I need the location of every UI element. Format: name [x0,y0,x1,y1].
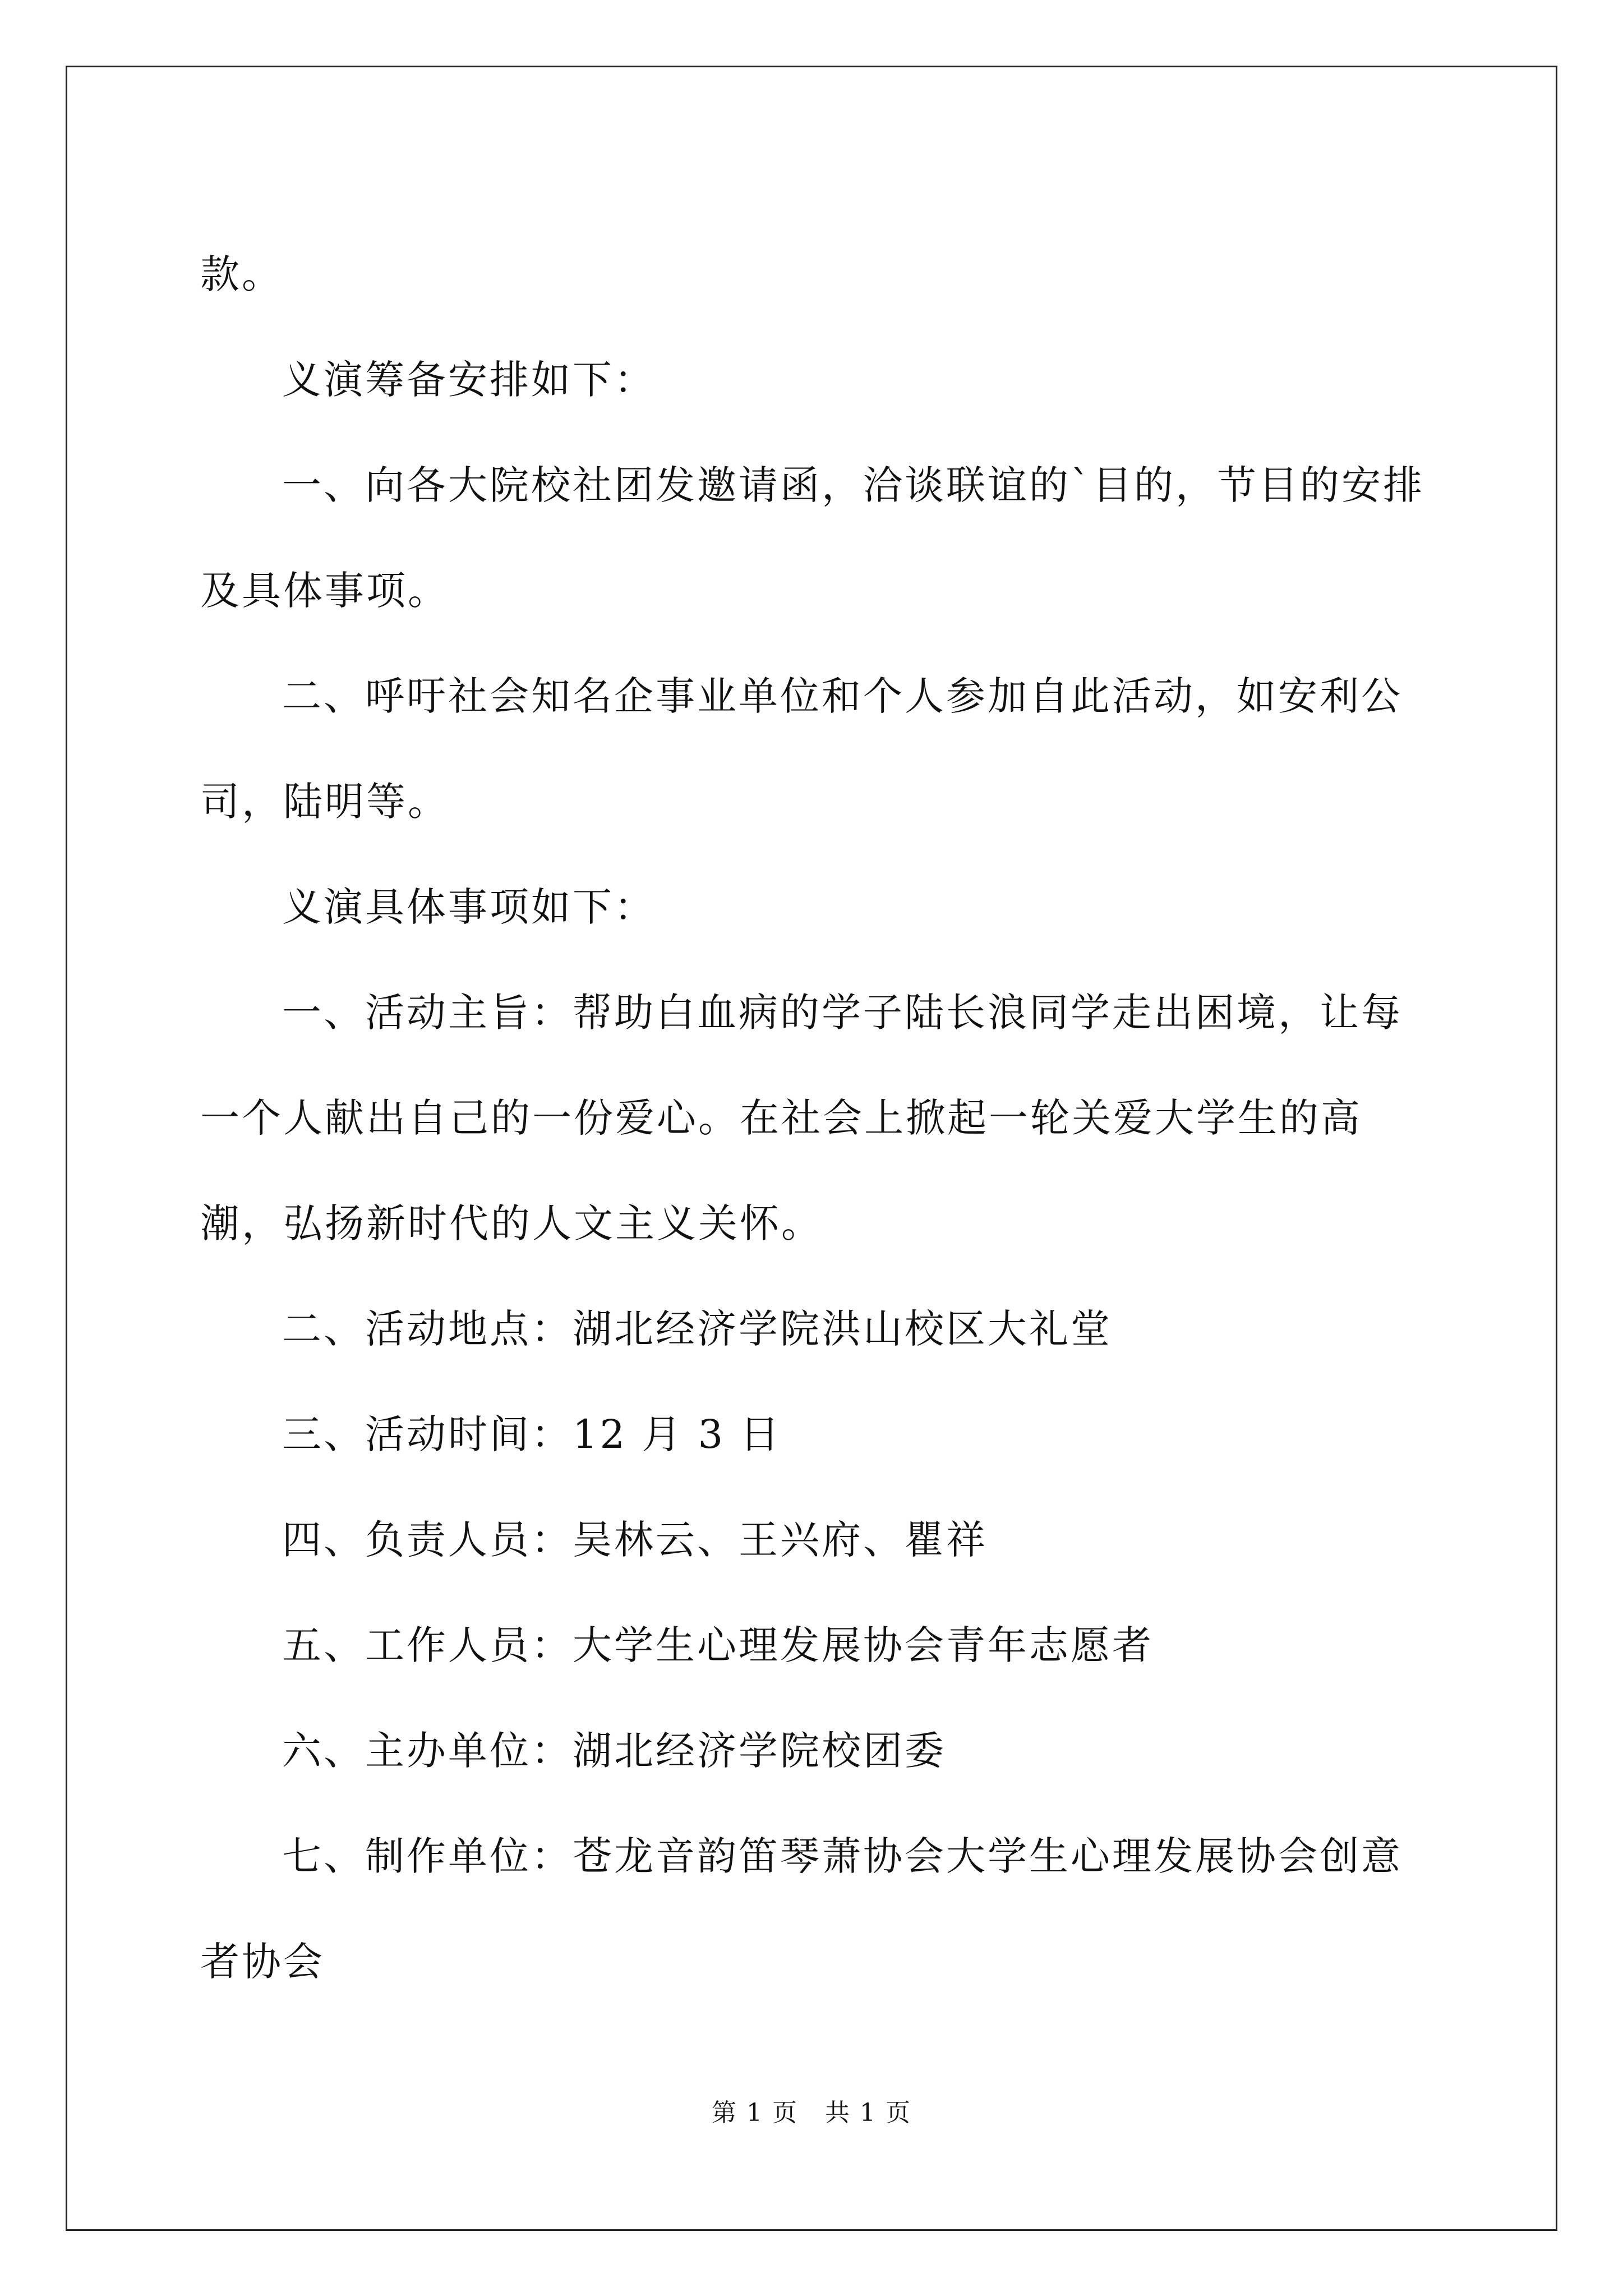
paragraph-0: 款。 [200,251,283,297]
paragraph-3: 二、呼吁社会知名企事业单位和个人参加自此活动，如安利公司，陆明等。 [200,673,1403,825]
footer-gap [798,2099,825,2127]
paragraph-8: 四、负责人员：吴林云、王兴府、瞿祥 [282,1517,988,1563]
paragraph-4: 义演具体事项如下： [282,884,656,930]
paragraph-9: 五、工作人员：大学生心理发展协会青年志愿者 [282,1622,1154,1668]
paragraph-7: 三、活动时间：12 月 3 日 [282,1411,782,1457]
paragraph-1: 义演筹备安排如下： [282,357,656,403]
page-total: 共 1 页 [824,2099,911,2127]
paragraph-5: 一、活动主旨：帮助白血病的学子陆长浪同学走出困境，让每一个人献出自己的一份爱心。在社会上掀起一轮关爱大学生的高潮，弘扬新时代的人文主义关怀。 [200,990,1403,1246]
paragraph-6: 二、活动地点：湖北经济学院洪山校区大礼堂 [282,1306,1112,1352]
paragraph-11: 七、制作单位：苍龙音韵笛琴萧协会大学生心理发展协会创意者协会 [200,1833,1403,1985]
page-footer [0,2092,1623,2128]
paragraph-2: 一、向各大院校社团发邀请函，洽谈联谊的`目的，节目的安排及具体事项。 [200,462,1424,614]
paragraph-10: 六、主办单位：湖北经济学院校团委 [282,1728,946,1774]
page-number: 第 1 页 [712,2099,799,2127]
document-body [200,222,1434,2014]
